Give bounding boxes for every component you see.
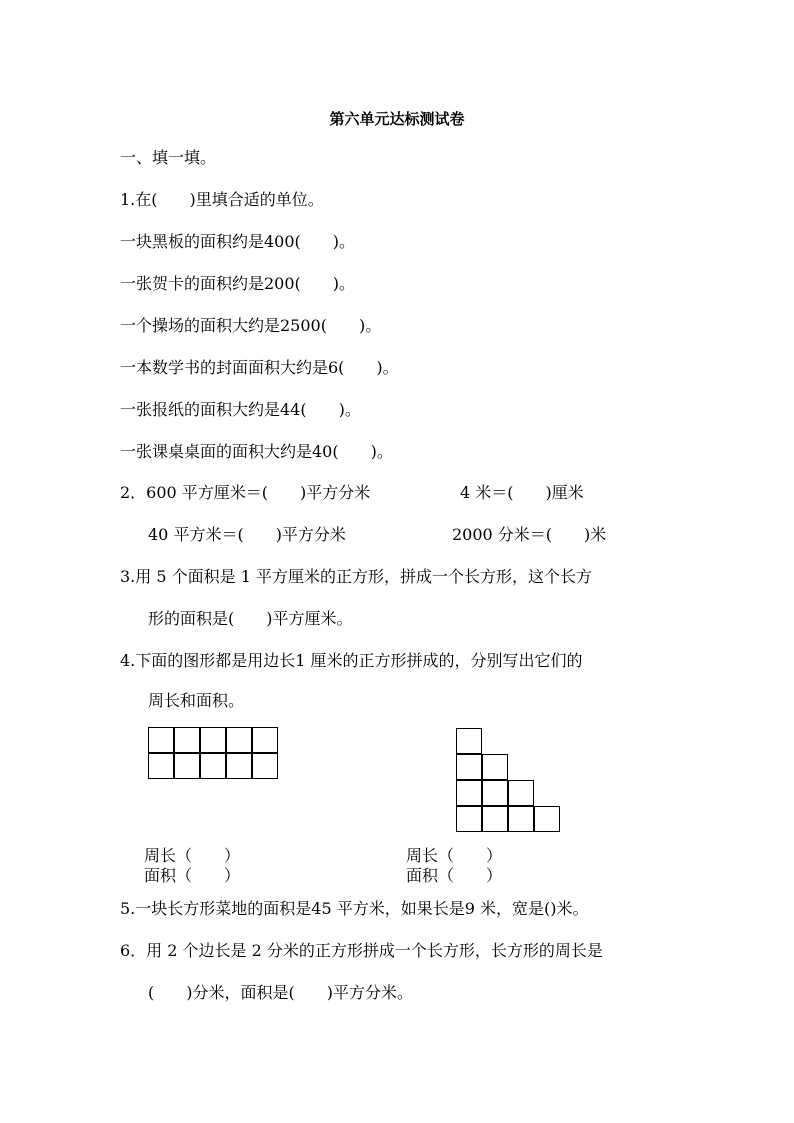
question-2-part-b: 4 米＝( )厘米 <box>460 483 584 502</box>
question-3-line-1: 3.用 5 个面积是 1 平方厘米的正方形，拼成一个长方形，这个长方 <box>120 567 592 586</box>
question-4-line-1: 4.下面的图形都是用边长1 厘米的正方形拼成的，分别写出它们的 <box>120 651 583 670</box>
grid-square <box>456 728 482 754</box>
question-2-part-d: 2000 分米＝( )米 <box>452 525 607 544</box>
grid-square <box>482 806 508 832</box>
figure-1-area-label: 面积（ ） <box>144 866 241 885</box>
question-1-item: 一个操场的面积大约是2500( )。 <box>120 316 382 335</box>
page-title: 第六单元达标测试卷 <box>329 110 465 128</box>
question-3-line-2: 形的面积是( )平方厘米。 <box>148 609 353 628</box>
figure-2-perimeter-label: 周长（ ） <box>406 846 503 865</box>
figure-1-perimeter-label: 周长（ ） <box>144 846 241 865</box>
figure-2-staircase-grid <box>456 728 564 836</box>
question-1-item: 一本数学书的封面面积大约是6( )。 <box>120 358 399 377</box>
question-1-item: 一张贺卡的面积约是200( )。 <box>120 274 356 293</box>
question-1-item: 一张报纸的面积大约是44( )。 <box>120 400 361 419</box>
section-heading: 一、填一填。 <box>120 148 217 167</box>
grid-square <box>508 806 534 832</box>
grid-square <box>174 753 200 779</box>
question-4-line-2: 周长和面积。 <box>148 691 245 710</box>
grid-square <box>174 727 200 753</box>
question-2-part-c: 40 平方米＝( )平方分米 <box>148 525 346 544</box>
grid-square <box>252 753 278 779</box>
question-1-item: 一块黑板的面积约是400( )。 <box>120 232 356 251</box>
grid-square <box>482 780 508 806</box>
grid-square <box>226 753 252 779</box>
grid-square <box>148 753 174 779</box>
question-5: 5.一块长方形菜地的面积是45 平方米，如果长是9 米，宽是()米。 <box>120 899 589 918</box>
grid-square <box>200 727 226 753</box>
grid-square <box>148 727 174 753</box>
figure-2-area-label: 面积（ ） <box>406 866 503 885</box>
figure-1-rectangle-grid <box>148 727 281 781</box>
question-1-stem: 1.在( )里填合适的单位。 <box>120 190 324 209</box>
grid-square <box>200 753 226 779</box>
grid-square <box>456 780 482 806</box>
question-6-line-1: 6．用 2 个边长是 2 分米的正方形拼成一个长方形，长方形的周长是 <box>120 941 603 960</box>
grid-square <box>508 780 534 806</box>
grid-square <box>456 806 482 832</box>
grid-square <box>226 727 252 753</box>
grid-square <box>482 754 508 780</box>
question-1-item: 一张课桌桌面的面积大约是40( )。 <box>120 442 393 461</box>
question-2-part-a: 2．600 平方厘米＝( )平方分米 <box>120 483 371 502</box>
grid-square <box>534 806 560 832</box>
question-6-line-2: ( )分米，面积是( )平方分米。 <box>148 983 413 1002</box>
grid-square <box>252 727 278 753</box>
grid-square <box>456 754 482 780</box>
